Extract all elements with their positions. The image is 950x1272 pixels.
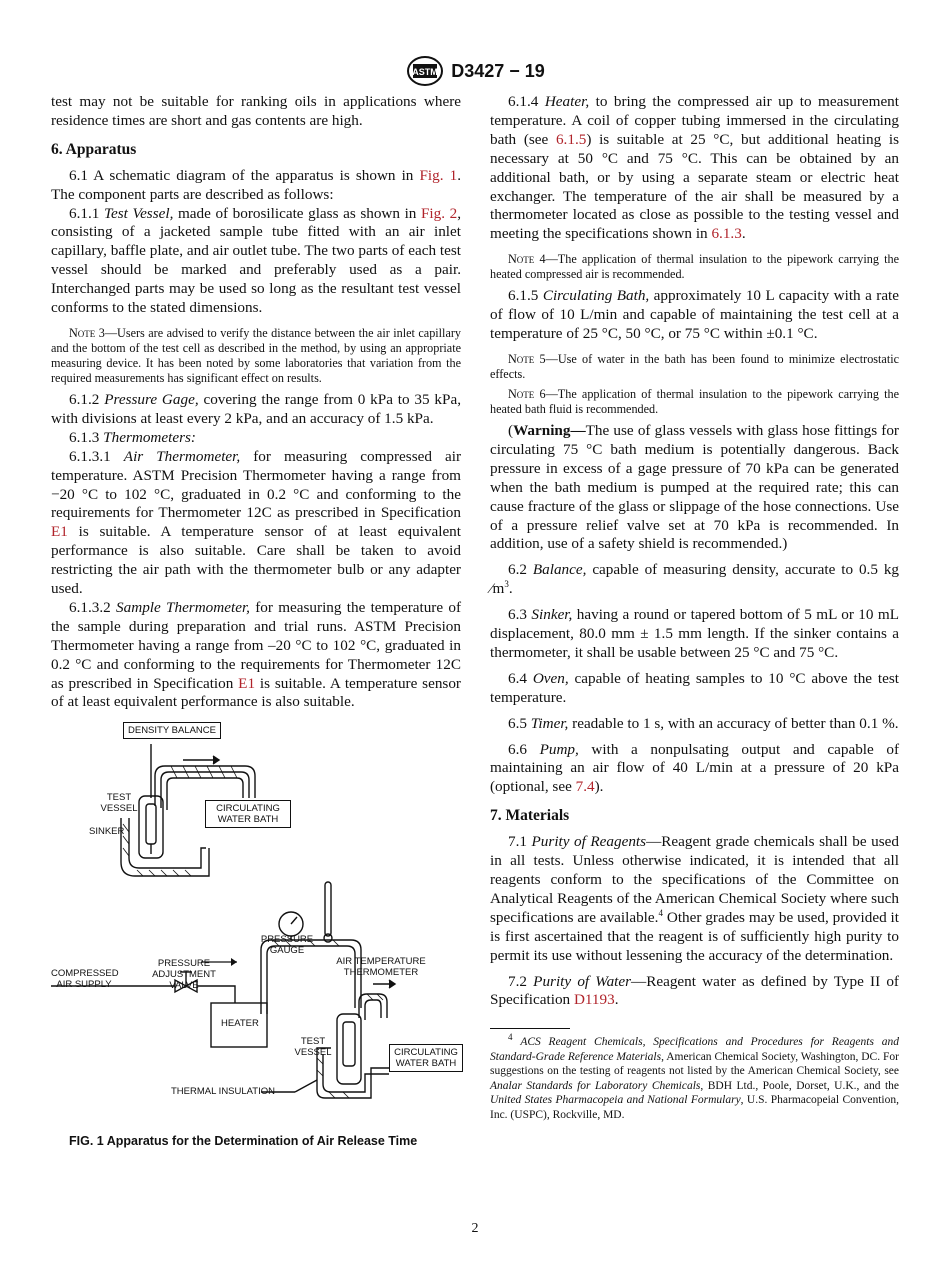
figure-caption: FIG. 1 Apparatus for the Determination of Air Release Time [69, 1134, 418, 1149]
document-id: D3427 − 19 [451, 60, 545, 81]
label-pressure-valve: PRESSURE ADJUSTMENT VALVE [152, 958, 216, 992]
paragraph-6-1-3: 6.1.3 Thermometers: [69, 428, 196, 446]
left-column [51, 93, 461, 1158]
paragraph-6-1-3-1: 6.1.3.1 Air Thermometer, for measuring compressed air temperature. ASTM Precision Thermometer having a range from −20 °C to 102 °C, graduated in 0.2 °C and conforming to the requirements for Thermometer 12C as prescribed in Specification E1 is suitable. A temperature sensor of at least equivalent performance is also suitable. Care shall be taken to avoid restricting the air path with the thermometer bulb or any adapter used. [51, 447, 461, 598]
paragraph-7-2: 7.2 Purity of Water—Reagent water as defined by Type II of Specification D1193. [490, 972, 899, 1009]
paragraph-6-4: 6.4 Oven, capable of heating samples to 10 °C above the test temperature. [490, 669, 899, 706]
paragraph-6-3: 6.3 Sinker, having a round or tapered bottom of 5 mL or 10 mL displacement, 80.0 mm ± 1.5 mm length. If the sinker contains a thermometer, it shall be usable between 25 °C and 75 °C. [490, 606, 900, 661]
section-heading-materials: 7. Materials [490, 807, 570, 825]
footnote-4: $^4$ ACS Reagent Chemicals, Specifications and Procedures for Reagents and Standard-Grade Reference Materials, American Chemical Society, Washington, DC. For suggestions on the testing of reagents not listed by the American Chemical Society, see Analar Standards for Laboratory Chemicals, BDH Ltd., Poole, Dorset, U.K., and the United States Pharmacopeia and National Formulary, U.S. Pharmacopeial Convention, Inc. (USPC), Rockville, MD. [490, 1032, 900, 1121]
figure-1 [51, 718, 461, 1158]
label-pressure-gauge: PRESSURE GAUGE [260, 934, 314, 957]
paragraph-6-1-2: 6.1.2 Pressure Gage, covering the range from 0 kPa to 35 kPa, with divisions at least every 2 kPa, and an accuracy of 1.5 kPa. [51, 390, 462, 427]
section-heading-apparatus: 6. Apparatus [51, 140, 137, 158]
label-compressed-air: COMPRESSED AIR SUPPLY [51, 968, 119, 991]
paragraph-6-1-4: 6.1.4 Heater, to bring the compressed air up to measurement temperature. A coil of copper tubing immersed in the circulating bath (see 6.1.5) is suitable at 25 °C, but additional heating is necessary at 50 °C and 75 °C. This can be obtained by an additional bath, or by using a separate steam or electric heat exchanger. The temperature of the air shall be measured by a thermometer located as close as possible to the testing vessel and meeting the specifications shown in 6.1.3. [490, 93, 899, 243]
paragraph-7-1: 7.1 Purity of Reagents—Reagent grade chemicals shall be used in all tests. Unless otherwise indicated, it is intended that all reagents conform to the specifications of the Committee on Analytical Reagents of the American Chemical Society where such specifications are available.$^4$ Other grades may be used, provided it is first ascertained that the reagent is of sufficiently high purity to permit its use without lessening the accuracy of the determination. [490, 833, 900, 964]
label-test-vessel-top: TEST VESSEL [100, 792, 138, 815]
paragraph-6-1: 6.1 A schematic diagram of the apparatus is shown in Fig. 1. The component parts are described as follows: [51, 166, 461, 203]
link-7-4[interactable]: 7.4 [575, 778, 595, 796]
label-thermal-insulation: THERMAL INSULATION [171, 1086, 275, 1098]
link-fig-2[interactable]: Fig. 2 [420, 204, 458, 222]
label-circulating-bath-top: CIRCULATING WATER BATH [205, 800, 291, 828]
label-circulating-bath-bottom: CIRCULATING WATER BATH [389, 1044, 463, 1072]
note-3: Note 3—Users are advised to verify the distance between the air inlet capillary and the bottom of the test cell as described in the method, by using an appropriate measuring device. It has been noted by some laboratories that variation from the required measurements has significant effect on results. [51, 325, 462, 385]
page-number: 2 [471, 1221, 479, 1236]
link-fig-1[interactable]: Fig. 1 [419, 166, 458, 184]
note-5: Note 5—Use of water in the bath has been found to minimize electrostatic effects. [490, 351, 900, 381]
label-heater: HEATER [221, 1018, 259, 1030]
link-6-1-3[interactable]: 6.1.3 [711, 225, 742, 243]
astm-logo-icon [405, 55, 445, 87]
label-test-vessel-bottom: TEST VESSEL [294, 1036, 332, 1059]
paragraph-6-1-3-2: 6.1.3.2 Sample Thermometer, for measuring the temperature of the sample during preparation and trial runs. ASTM Precision Thermometer having a range from –20 °C to 102 °C, graduated in 0.2 °C and conforming to the requirements for Thermometer 12C as prescribed in Specification E1 is suitable. A temperature sensor of at least equivalent performance is also suitable. [51, 598, 462, 711]
paragraph-6-1-1: 6.1.1 Test Vessel, made of borosilicate glass as shown in Fig. 2, consisting of a jacketed sample tube fitted with an air inlet capillary, baffle plate, and air outlet tube. The two parts of each test vessel should be marked and preferably used as a pair. Interchanged parts may be used so long as the resultant test vessel conforms to the stated dimensions. [51, 204, 462, 317]
paragraph-6-1-5: 6.1.5 Circulating Bath, approximately 10 L capacity with a rate of flow of 10 L/min and capable of maintaining the test cell at a temperature of 25 °C, 50 °C, or 75 °C within ±0.1 °C. [490, 287, 900, 343]
label-sinker: SINKER [89, 826, 125, 838]
paragraph-6-2: 6.2 Balance, capable of measuring density, accurate to 0.5 kg $⁄m^3$. [490, 561, 900, 598]
paragraph-6-6: 6.6 Pump, with a nonpulsating output and capable of maintaining an air flow of 40 L/min at a pressure of 20 kPa (optional, see 7.4). [490, 740, 899, 796]
label-air-temp-thermometer: AIR TEMPERATURE THERMOMETER [336, 956, 426, 979]
page-header [0, 55, 950, 87]
note-4: Note 4—The application of thermal insulation to the pipework carrying the heated compressed air is recommended. [490, 252, 900, 282]
svg-text:ASTM: ASTM [412, 67, 438, 77]
label-density-balance: DENSITY BALANCE [123, 722, 221, 739]
link-6-1-5[interactable]: 6.1.5 [555, 130, 587, 148]
note-6: Note 6—The application of thermal insulation to the pipework carrying the heated bath fluid is recommended. [490, 386, 900, 416]
link-e1-second[interactable]: E1 [238, 674, 256, 692]
paragraph-continuation: test may not be suitable for ranking oils in applications where residence times are short and gas contents are high. [51, 93, 461, 129]
right-column [490, 93, 899, 1122]
link-d1193[interactable]: D1193 [573, 991, 615, 1009]
paragraph-6-5: 6.5 Timer, readable to 1 s, with an accuracy of better than 0.1 %. [508, 714, 899, 732]
footnote-divider [490, 1028, 570, 1029]
warning-paragraph: (Warning—The use of glass vessels with glass hose fittings for circulating 75 °C bath medium is potentially dangerous. Back pressure in excess of a gage pressure of 70 kPa can be generated when the bath medium is pumped at the required rate; this can cause fracture of the glass or slippage of the hose connections. Use of a pressure relief valve set at 70 kPa is recommended. In addition, use of a safety shield is recommended.) [490, 421, 899, 553]
link-e1[interactable]: E1 [51, 523, 68, 541]
